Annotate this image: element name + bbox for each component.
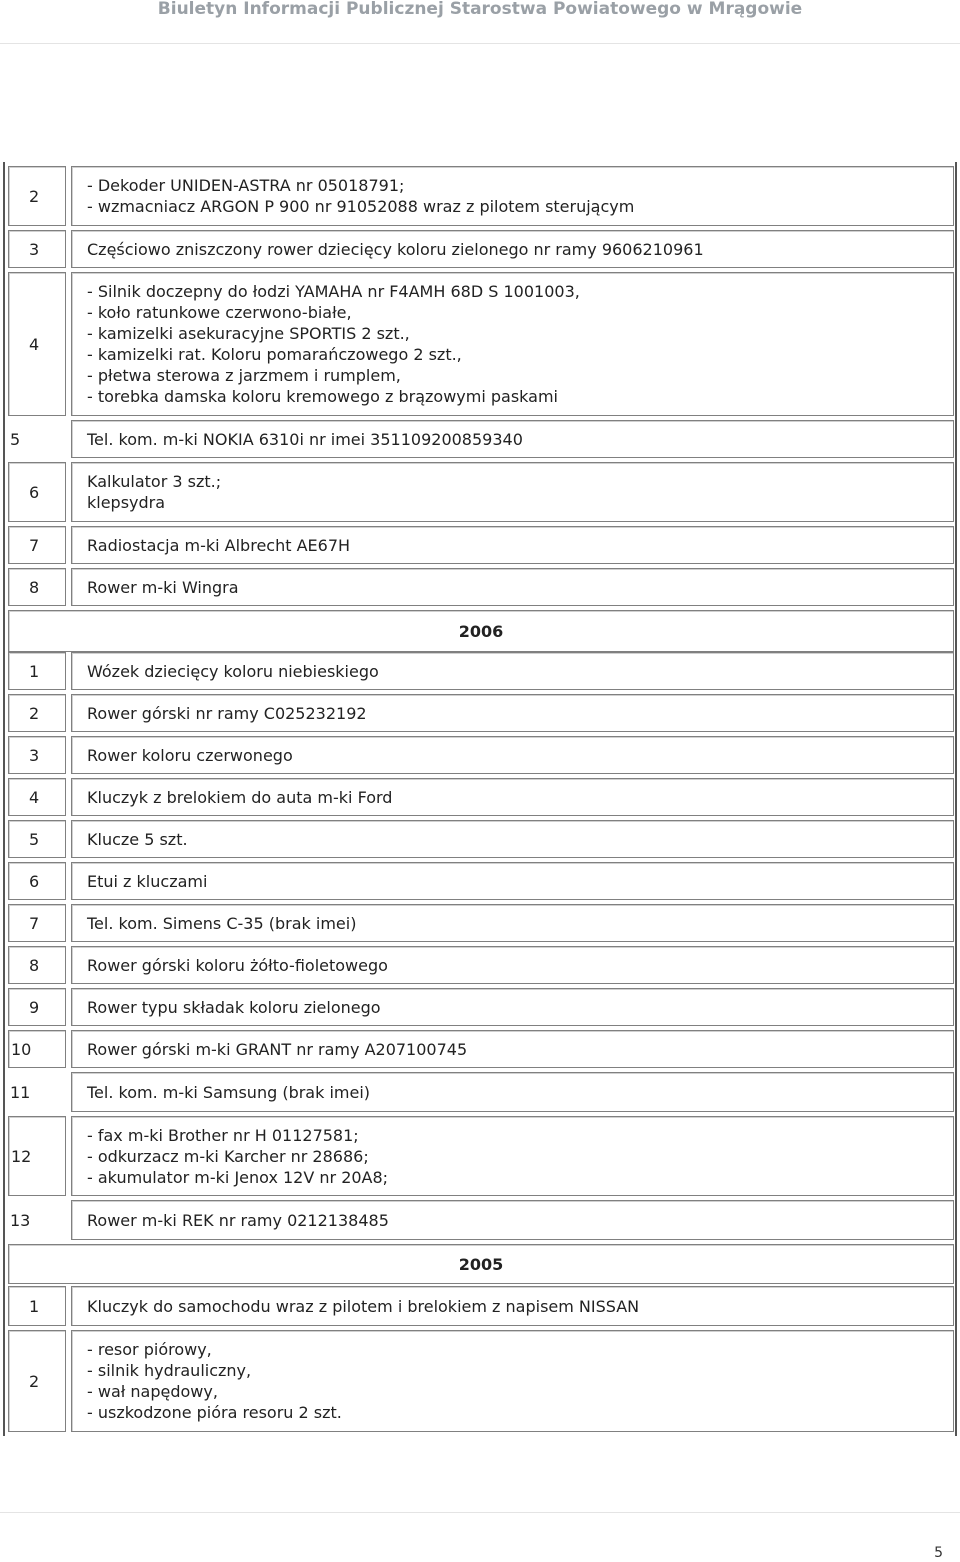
row-number: 2 <box>8 1330 66 1432</box>
row-description <box>71 166 954 226</box>
page-number: 5 <box>934 1545 943 1561</box>
row-description <box>71 988 954 1026</box>
row-number: 5 <box>8 420 66 458</box>
table-row <box>8 420 954 458</box>
row-description <box>71 1116 954 1196</box>
table-row <box>8 1116 954 1196</box>
row-description <box>71 946 954 984</box>
row-number: 13 <box>8 1200 66 1240</box>
header-divider <box>0 43 960 44</box>
row-description <box>71 820 954 858</box>
table-row <box>8 694 954 732</box>
row-number: 4 <box>8 778 66 816</box>
description-line: - odkurzacz m-ki Karcher nr 28686; <box>87 1146 369 1166</box>
row-number: 7 <box>8 526 66 564</box>
row-description <box>71 862 954 900</box>
description-line: Częściowo zniszczony rower dziecięcy koloru zielonego nr ramy 9606210961 <box>87 239 704 259</box>
table-row <box>8 1286 954 1326</box>
table-row <box>8 230 954 268</box>
description-line: Tel. kom. Simens C-35 (brak imei) <box>87 913 357 933</box>
table-row <box>8 904 954 942</box>
description-line: - akumulator m-ki Jenox 12V nr 20A8; <box>87 1167 389 1187</box>
row-number: 3 <box>8 736 66 774</box>
description-line: Tel. kom. m-ki NOKIA 6310i nr imei 351109200859340 <box>87 429 523 449</box>
row-number: 2 <box>8 166 66 226</box>
description-line: - fax m-ki Brother nr H 01127581; <box>87 1125 359 1145</box>
row-description <box>71 694 954 732</box>
description-line: Klucze 5 szt. <box>87 829 188 849</box>
table-row <box>8 778 954 816</box>
description-line: - wzmacniacz ARGON P 900 nr 91052088 wraz z pilotem sterującym <box>87 197 635 216</box>
row-number: 8 <box>8 568 66 606</box>
row-number: 12 <box>8 1116 66 1196</box>
row-description <box>71 230 954 268</box>
row-description <box>71 904 954 942</box>
table-row <box>8 1030 954 1068</box>
table-row <box>8 526 954 564</box>
table-row <box>8 736 954 774</box>
row-description <box>71 526 954 564</box>
row-description <box>71 462 954 522</box>
description-line: Rower typu składak koloru zielonego <box>87 997 381 1017</box>
year-header: 2005 <box>8 1244 954 1284</box>
row-description <box>71 1200 954 1240</box>
row-description <box>71 1286 954 1326</box>
year-header: 2006 <box>8 610 954 652</box>
table-row <box>8 988 954 1026</box>
description-line: - torebka damska koloru kremowego z brązowymi paskami <box>87 387 558 406</box>
table-row <box>8 462 954 522</box>
row-number: 2 <box>8 694 66 732</box>
description-line: - kamizelki asekuracyjne SPORTIS 2 szt., <box>87 324 410 343</box>
row-description <box>71 736 954 774</box>
description-line: - resor piórowy, <box>87 1340 212 1359</box>
row-number: 6 <box>8 862 66 900</box>
row-description <box>71 568 954 606</box>
description-line: - płetwa sterowa z jarzmem i rumplem, <box>87 366 401 385</box>
row-number: 9 <box>8 988 66 1026</box>
year-header-row <box>8 610 954 652</box>
description-line: Wózek dziecięcy koloru niebieskiego <box>87 661 379 681</box>
row-number: 6 <box>8 462 66 522</box>
description-line: Etui z kluczami <box>87 871 208 891</box>
description-line: - uszkodzone pióra resoru 2 szt. <box>87 1403 342 1422</box>
table-row <box>8 820 954 858</box>
table-row <box>8 946 954 984</box>
row-number: 10 <box>8 1030 66 1068</box>
description-line: - koło ratunkowe czerwono-białe, <box>87 303 352 322</box>
table-row <box>8 568 954 606</box>
description-line: Kluczyk z brelokiem do auta m-ki Ford <box>87 787 393 807</box>
description-line: Rower górski koloru żółto-fioletowego <box>87 955 388 975</box>
row-description <box>71 272 954 416</box>
table-row <box>8 1330 954 1432</box>
description-line: - Dekoder UNIDEN-ASTRA nr 05018791; <box>87 176 405 195</box>
description-line: Rower m-ki Wingra <box>87 577 239 597</box>
description-line: - silnik hydrauliczny, <box>87 1361 252 1380</box>
row-number: 1 <box>8 652 66 690</box>
description-line: Rower górski nr ramy C025232192 <box>87 703 367 723</box>
table-row <box>8 272 954 416</box>
row-number: 4 <box>8 272 66 416</box>
row-number: 11 <box>8 1072 66 1112</box>
row-number: 8 <box>8 946 66 984</box>
row-number: 5 <box>8 820 66 858</box>
page-header-title: Biuletyn Informacji Publicznej Starostwa Powiatowego w Mrągowie <box>157 0 803 19</box>
description-line: - kamizelki rat. Koloru pomarańczowego 2 szt., <box>87 345 462 364</box>
row-description <box>71 1330 954 1432</box>
description-line: Rower koloru czerwonego <box>87 745 293 765</box>
row-description <box>71 1030 954 1068</box>
row-description <box>71 652 954 690</box>
table-row <box>8 1072 954 1112</box>
year-header-row <box>8 1244 954 1284</box>
description-line: Kalkulator 3 szt.; <box>87 472 222 491</box>
row-description <box>71 1072 954 1112</box>
footer-divider <box>0 1512 960 1513</box>
table-row <box>8 166 954 226</box>
row-number: 7 <box>8 904 66 942</box>
row-description <box>71 420 954 458</box>
description-line: Tel. kom. m-ki Samsung (brak imei) <box>87 1082 371 1102</box>
table-row <box>8 862 954 900</box>
description-line: Kluczyk do samochodu wraz z pilotem i brelokiem z napisem NISSAN <box>87 1296 640 1316</box>
description-line: klepsydra <box>87 493 166 512</box>
row-description <box>71 778 954 816</box>
description-line: Radiostacja m-ki Albrecht AE67H <box>87 535 351 555</box>
row-number: 3 <box>8 230 66 268</box>
description-line: - Silnik doczepny do łodzi YAMAHA nr F4AMH 68D S 1001003, <box>87 282 580 301</box>
description-line: - wał napędowy, <box>87 1382 218 1401</box>
description-line: Rower m-ki REK nr ramy 0212138485 <box>87 1210 389 1230</box>
row-number: 1 <box>8 1286 66 1326</box>
table-row <box>8 1200 954 1240</box>
table-row <box>8 652 954 690</box>
description-line: Rower górski m-ki GRANT nr ramy A207100745 <box>87 1039 468 1059</box>
